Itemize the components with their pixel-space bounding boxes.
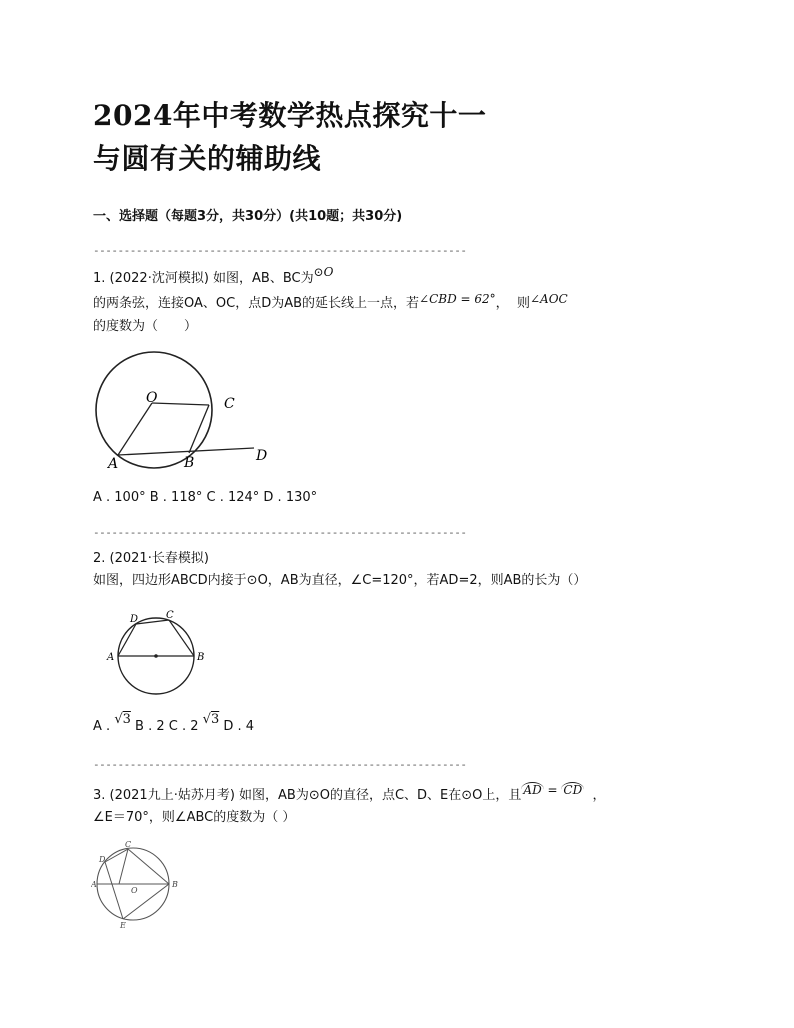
q1-label-c: C	[224, 396, 235, 412]
q2-options	[93, 712, 255, 734]
q2-center-dot	[154, 654, 158, 658]
q1-angle-given: ∠CBD = 62°	[419, 292, 496, 306]
q1-stem-line3: 的度数为（ ）	[93, 319, 198, 334]
section-heading: 一、选择题（每题3分，共30分）(共10题；共30分)	[93, 209, 403, 224]
q3-line-eb	[123, 884, 169, 919]
q3-comma: ，	[592, 788, 606, 803]
q1-options: A . 100° B . 118° C . 124° D . 130°	[93, 490, 318, 505]
q1-label-o: O	[146, 390, 158, 406]
q2-option-a-prefix: A .	[93, 719, 111, 734]
q1-label-b: B	[184, 455, 195, 471]
q1-line-ad	[118, 448, 254, 455]
q2-label-d: D	[130, 614, 139, 625]
q2-stem-line2: 如图，四边形ABCD内接于⊙O，AB为直径，∠C=120°，若AD=2，则AB的长为（）	[93, 573, 587, 588]
page-title-line2: 与圆有关的辅助线	[93, 142, 322, 175]
q1-line-ao	[118, 403, 152, 455]
q3-label-c: C	[125, 840, 132, 849]
q1-label-d: D	[256, 448, 268, 464]
q2-figure	[104, 608, 214, 700]
q3-arc-ad: AD	[523, 783, 542, 797]
q3-stem-line2: ∠E＝70°，则∠ABC的度数为（ ）	[93, 810, 296, 825]
q3-arc-equation	[521, 782, 584, 797]
q3-equals: =	[547, 783, 558, 797]
separator-3: -------------------------------------------------------------	[93, 758, 467, 771]
q3-line-de	[105, 862, 123, 919]
q2-sqrt-c-value: 3	[210, 712, 220, 727]
q2-option-bc: B . 2 C . 2	[135, 719, 199, 734]
q1-stem-line1	[93, 267, 334, 286]
q1-angle-ask: ∠AOC	[529, 292, 568, 306]
q1-figure	[88, 345, 278, 475]
q1-stem-text: 1. (2022·沈河模拟) 如图，AB、BC为	[93, 271, 314, 286]
separator-1: -------------------------------------------------------------	[93, 244, 467, 257]
q1-then: 则	[516, 296, 530, 311]
q1-comma: ，	[495, 296, 509, 311]
q3-line-dc	[105, 849, 128, 862]
q3-label-e: E	[120, 921, 126, 930]
q3-label-o: O	[131, 886, 138, 895]
q2-sqrt-a: √3	[114, 712, 131, 727]
q2-line-ad	[118, 624, 136, 656]
q1-stem-text2: 的两条弦，连接OA、OC，点D为AB的延长线上一点，若	[93, 296, 420, 311]
separator-2: -------------------------------------------------------------	[93, 526, 467, 539]
q3-stem-line1	[93, 784, 606, 803]
q2-label-c: C	[166, 610, 174, 621]
q1-label-a: A	[108, 456, 119, 472]
q2-sqrt-c: √3	[202, 712, 220, 727]
page-title-line1: 2024年中考数学热点探究十一	[93, 99, 487, 132]
q2-option-d: D . 4	[223, 719, 255, 734]
q1-circle-o: ⊙O	[313, 265, 334, 279]
q3-label-b: B	[172, 880, 178, 889]
q1-stem-line2	[93, 292, 568, 311]
q2-sqrt-a-value: 3	[122, 712, 131, 727]
q3-line-cb	[128, 849, 169, 884]
q3-line-ca	[119, 849, 128, 884]
q2-label-b: B	[197, 652, 205, 663]
q1-line-oc	[152, 403, 209, 405]
q3-label-d: D	[99, 855, 106, 864]
q3-stem-text: 3. (2021九上·姑苏月考) 如图，AB为⊙O的直径，点C、D、E在⊙O上，且	[93, 788, 522, 803]
q2-label-a: A	[107, 652, 115, 663]
q2-stem-line1: 2. (2021·长春模拟)	[93, 551, 209, 566]
q3-arc-cd: CD	[563, 783, 583, 797]
q3-label-a: A	[91, 880, 97, 889]
q3-figure	[91, 838, 186, 930]
